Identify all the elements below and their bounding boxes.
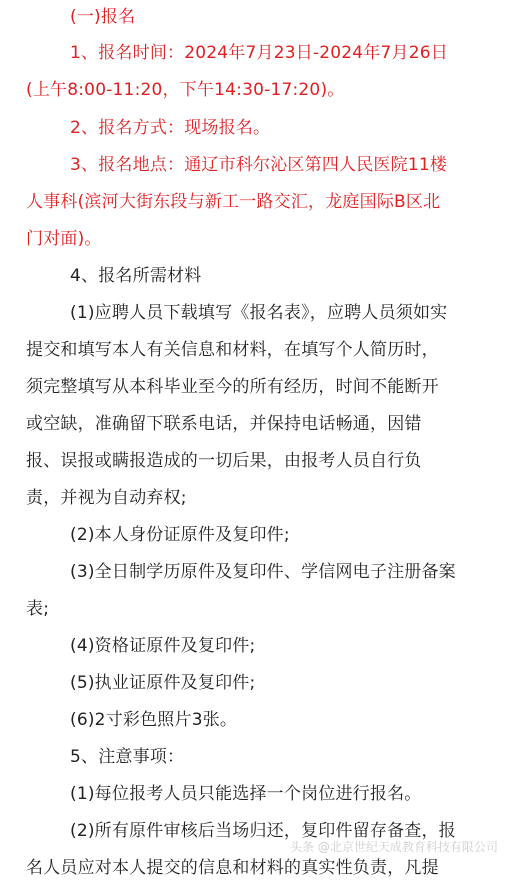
materials-item1-line: 或空缺，准确留下联系电话，并保持电话畅通，因错 [26, 414, 422, 434]
reg-location-line-2: 人事科(滨河大街东段与新工一路交汇，龙庭国际B区北 [26, 192, 441, 212]
reg-time-line-2: (上午8:00-11:20，下午14:30-17:20)。 [26, 80, 345, 100]
reg-location-line-3: 门对面)。 [26, 229, 102, 249]
materials-item3-line: (3)全日制学历原件及复印件、学信网电子注册备案 [70, 562, 456, 582]
materials-item1-line: 责，并视为自动弃权; [26, 488, 187, 508]
materials-item2: (2)本人身份证原件及复印件; [70, 525, 290, 545]
materials-item1-line: 须完整填写从本科毕业至今的所有经历，时间不能断开 [26, 377, 439, 397]
materials-item6: (6)2寸彩色照片3张。 [70, 710, 238, 730]
watermark: 头条 @北京世纪天成教育科技有限公司 [290, 840, 498, 854]
materials-item5: (5)执业证原件及复印件; [70, 673, 256, 693]
materials-heading: 4、报名所需材料 [70, 266, 202, 286]
materials-item3-line: 表; [26, 599, 50, 619]
reg-time-line-1: 1、报名时间：2024年7月23日-2024年7月26日 [70, 43, 448, 63]
materials-item1-line: (1)应聘人员下载填写《报名表》，应聘人员须如实 [70, 303, 448, 323]
notes-item1: (1)每位报考人员只能选择一个岗位进行报名。 [70, 784, 422, 804]
materials-item1-line: 提交和填写本人有关信息和材料，在填写个人简历时， [26, 340, 439, 360]
materials-item4: (4)资格证原件及复印件; [70, 636, 256, 656]
notes-heading: 5、注意事项： [70, 747, 185, 767]
section-title: (一)报名 [70, 7, 136, 27]
materials-item1-line: 报、误报或瞒报造成的一切后果，由报考人员自行负 [26, 451, 422, 471]
notes-item2-line: 名人员应对本人提交的信息和材料的真实性负责，凡提 [26, 858, 439, 878]
reg-location-line-1: 3、报名地点：通辽市科尔沁区第四人民医院11楼 [70, 155, 448, 175]
notes-item2-line: (2)所有原件审核后当场归还，复印件留存备查，报 [70, 821, 456, 841]
reg-method: 2、报名方式：现场报名。 [70, 118, 271, 138]
